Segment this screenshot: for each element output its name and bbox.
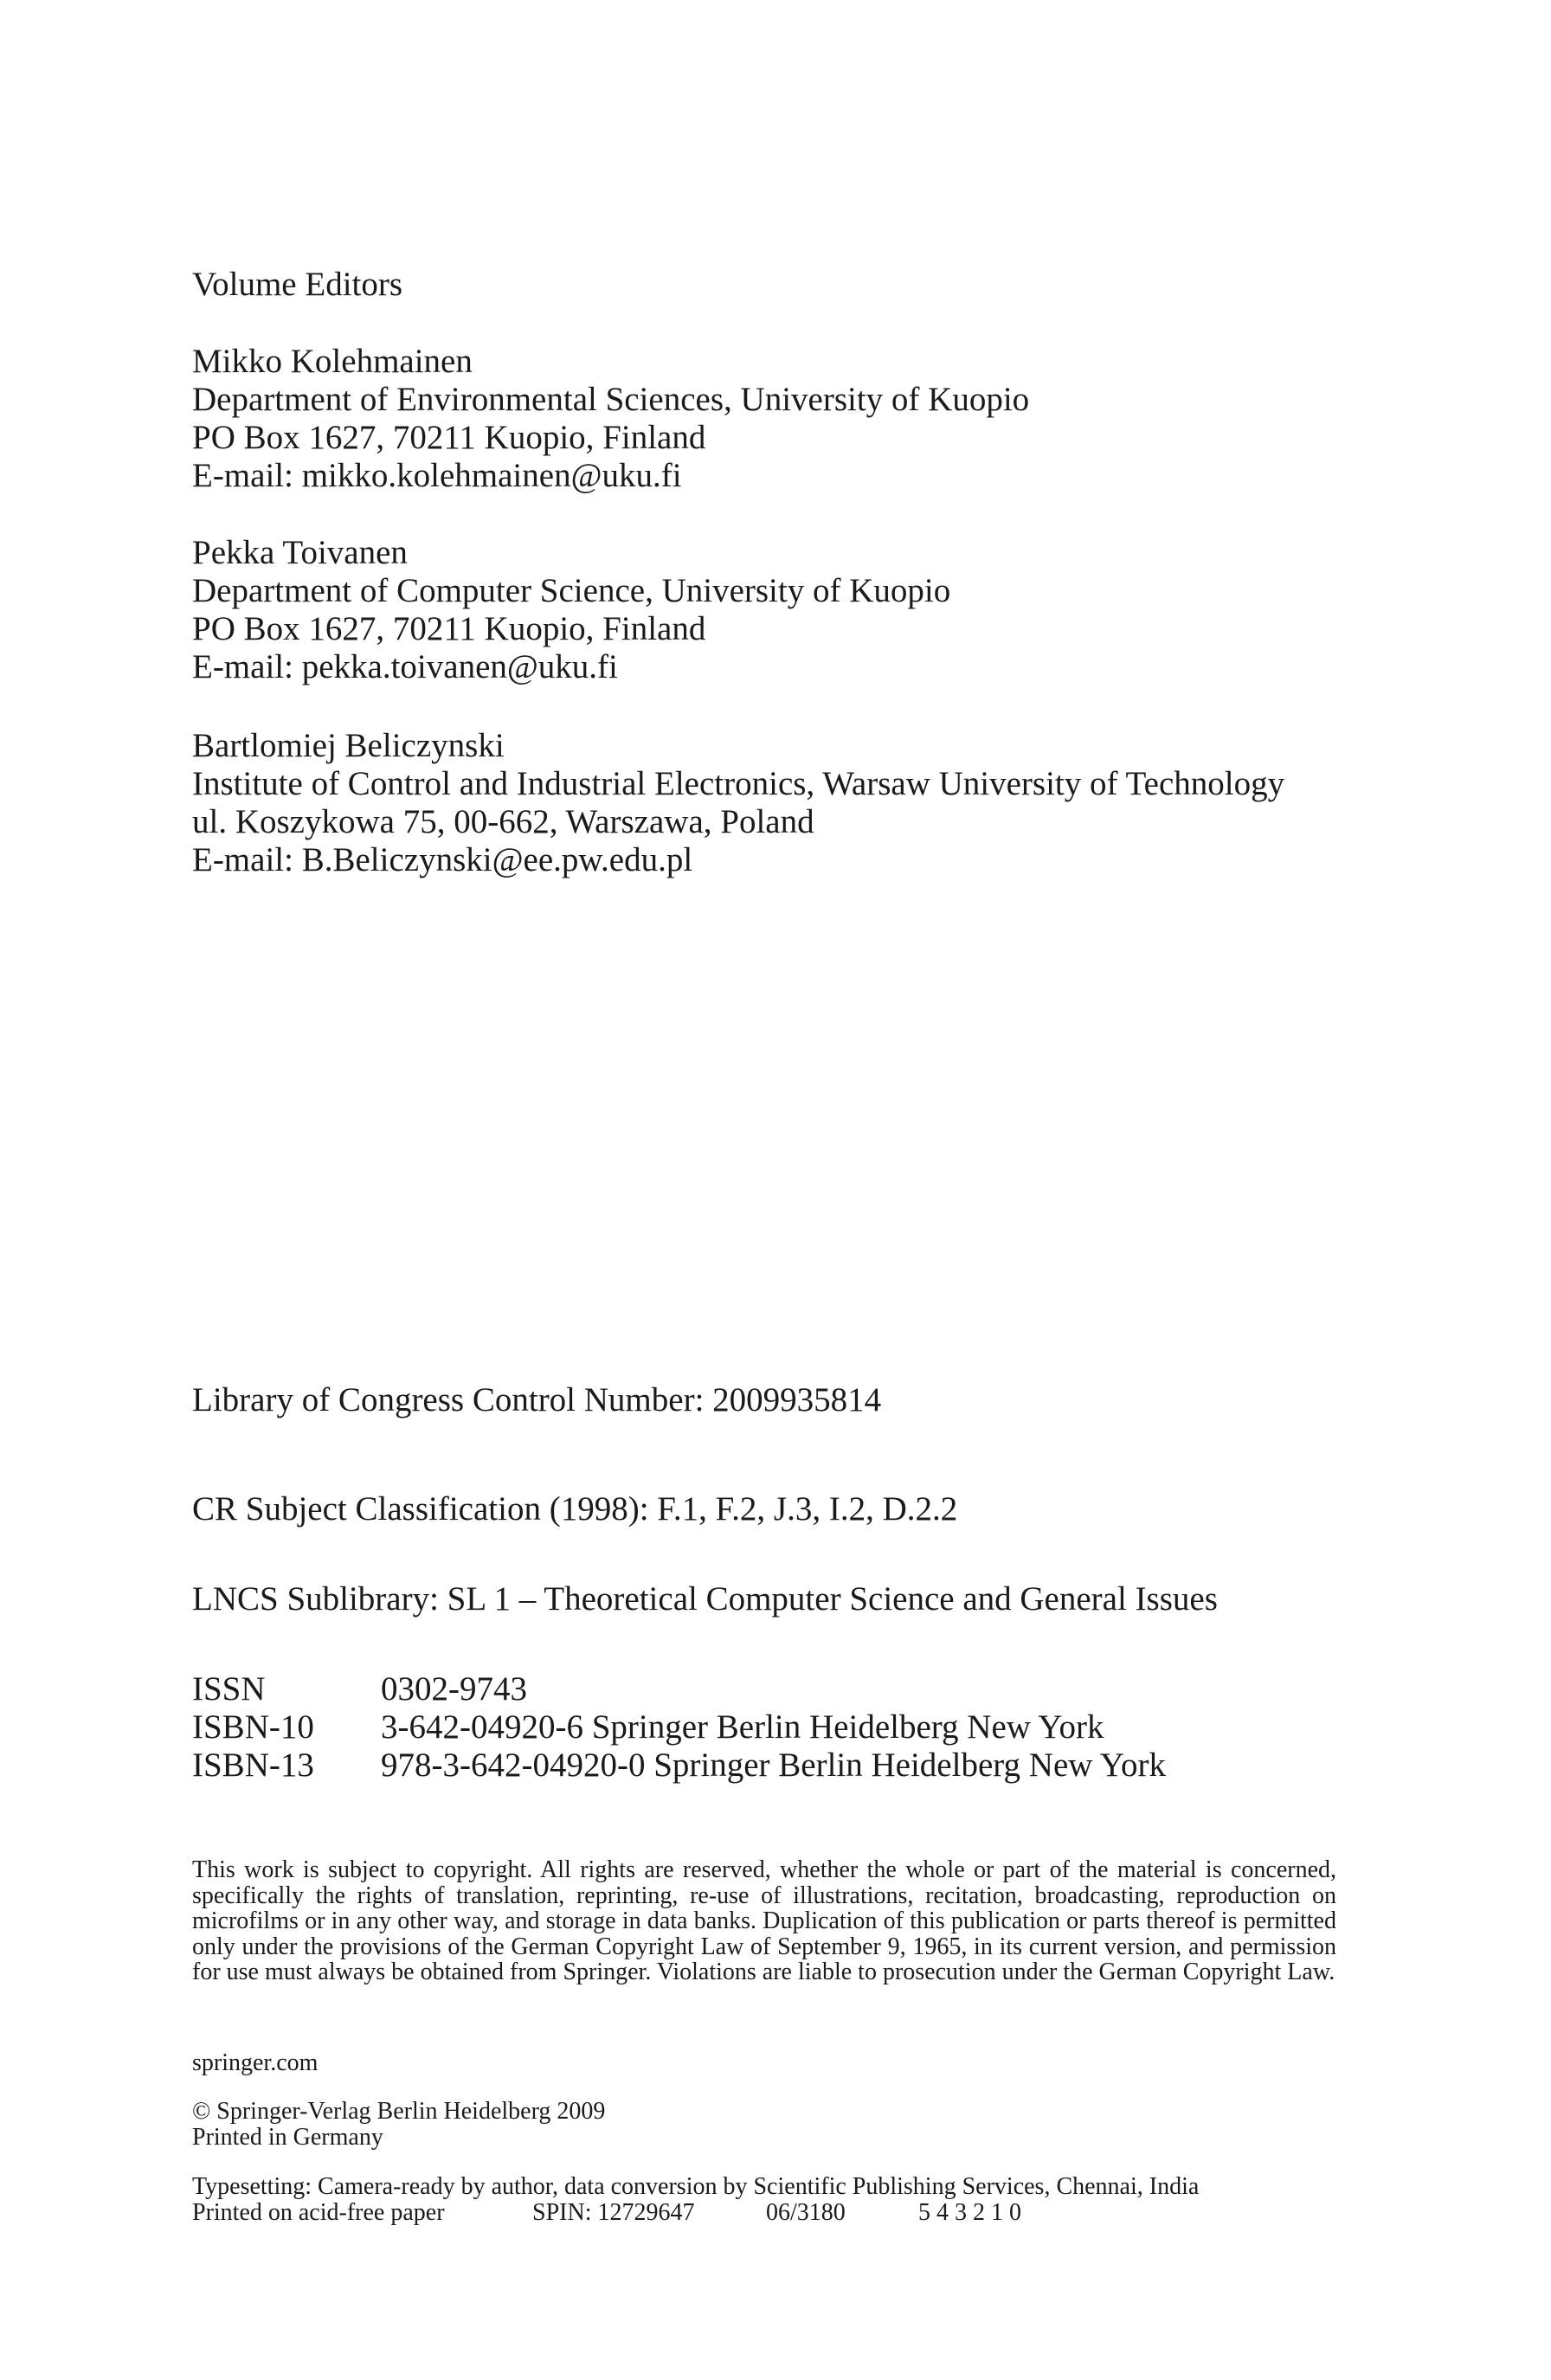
website-block [192, 2050, 1378, 2076]
identifier-value: 3-642-04920-6 Springer Berlin Heidelberg New York [381, 1708, 1104, 1746]
catalog-cr-block [192, 1490, 1378, 1528]
editor-name: Bartlomiej Beliczynski [192, 727, 505, 764]
cr-classification-line: CR Subject Classification (1998): F.1, F.2, J.3, I.2, D.2.2 [192, 1490, 958, 1528]
catalog-sublibrary-block [192, 1580, 1378, 1618]
editor-affiliation: Institute of Control and Industrial Electronics, Warsaw University of Technology [192, 765, 1285, 802]
production-block [192, 2174, 1378, 2225]
editor-entry [192, 727, 1378, 879]
editor-name: Mikko Kolehmainen [192, 343, 473, 380]
editor-email: E-mail: B.Beliczynski@ee.pw.edu.pl [192, 841, 693, 878]
sublibrary-line: LNCS Sublibrary: SL 1 – Theoretical Computer Science and General Issues [192, 1580, 1218, 1618]
editor-address: ul. Koszykowa 75, 00-662, Warszawa, Poland [192, 803, 814, 840]
editor-email: E-mail: pekka.toivanen@uku.fi [192, 648, 618, 685]
identifier-row [192, 1708, 1378, 1746]
identifiers-table [192, 1670, 1378, 1785]
printed-in-line: Printed in Germany [192, 2123, 383, 2151]
print-code: 06/3180 [766, 2198, 846, 2226]
copyright-line: © Springer-Verlag Berlin Heidelberg 2009 [192, 2098, 606, 2125]
publisher-block [192, 2099, 1378, 2150]
lccn-line: Library of Congress Control Number: 2009935814 [192, 1381, 882, 1418]
editor-address: PO Box 1627, 70211 Kuopio, Finland [192, 419, 706, 456]
identifier-label: ISBN-10 [192, 1708, 314, 1746]
editor-affiliation: Department of Environmental Sciences, University of Kuopio [192, 381, 1030, 418]
catalog-lccn-block [192, 1381, 1378, 1419]
volume-editors-section [192, 266, 1378, 304]
editor-email: E-mail: mikko.kolehmainen@uku.fi [192, 457, 682, 494]
identifier-label: ISSN [192, 1670, 266, 1708]
editor-affiliation: Department of Computer Science, University of Kuopio [192, 572, 951, 609]
print-info-line [192, 2200, 1378, 2226]
volume-editors-heading: Volume Editors [192, 266, 403, 303]
editor-entry [192, 343, 1378, 495]
editor-name: Pekka Toivanen [192, 534, 408, 571]
identifier-label: ISBN-13 [192, 1746, 314, 1784]
identifier-row [192, 1746, 1378, 1785]
spin-number: SPIN: 12729647 [532, 2198, 695, 2226]
paper-note: Printed on acid-free paper [192, 2198, 445, 2226]
website-link[interactable]: springer.com [192, 2049, 319, 2076]
editor-entry [192, 534, 1378, 686]
identifier-row [192, 1670, 1378, 1708]
editor-address: PO Box 1627, 70211 Kuopio, Finland [192, 610, 706, 647]
identifier-value: 0302-9743 [381, 1670, 527, 1708]
copyright-notice: This work is subject to copyright. All rights are reserved, whether the whole or part of the material is concerned, specifically the rights of translation, reprinting, re-use of illustrations, recitation, broadcasting, reproduction on microfilms or in any other way, and storage in data banks. Duplication of this publication or parts thereof is permitted only under the provisions of the German Copyright Law of September 9, 1965, in its current version, and permission for use must always be obtained from Springer. Violations are liable to prosecution under the German Copyright Law. [192, 1856, 1336, 1985]
print-run: 5 4 3 2 1 0 [918, 2198, 1021, 2226]
identifier-value: 978-3-642-04920-0 Springer Berlin Heidelberg New York [381, 1746, 1166, 1784]
typesetting-line: Typesetting: Camera-ready by author, data conversion by Scientific Publishing Services, Chennai, India [192, 2173, 1200, 2200]
copyright-notice-block [192, 1857, 1378, 1985]
